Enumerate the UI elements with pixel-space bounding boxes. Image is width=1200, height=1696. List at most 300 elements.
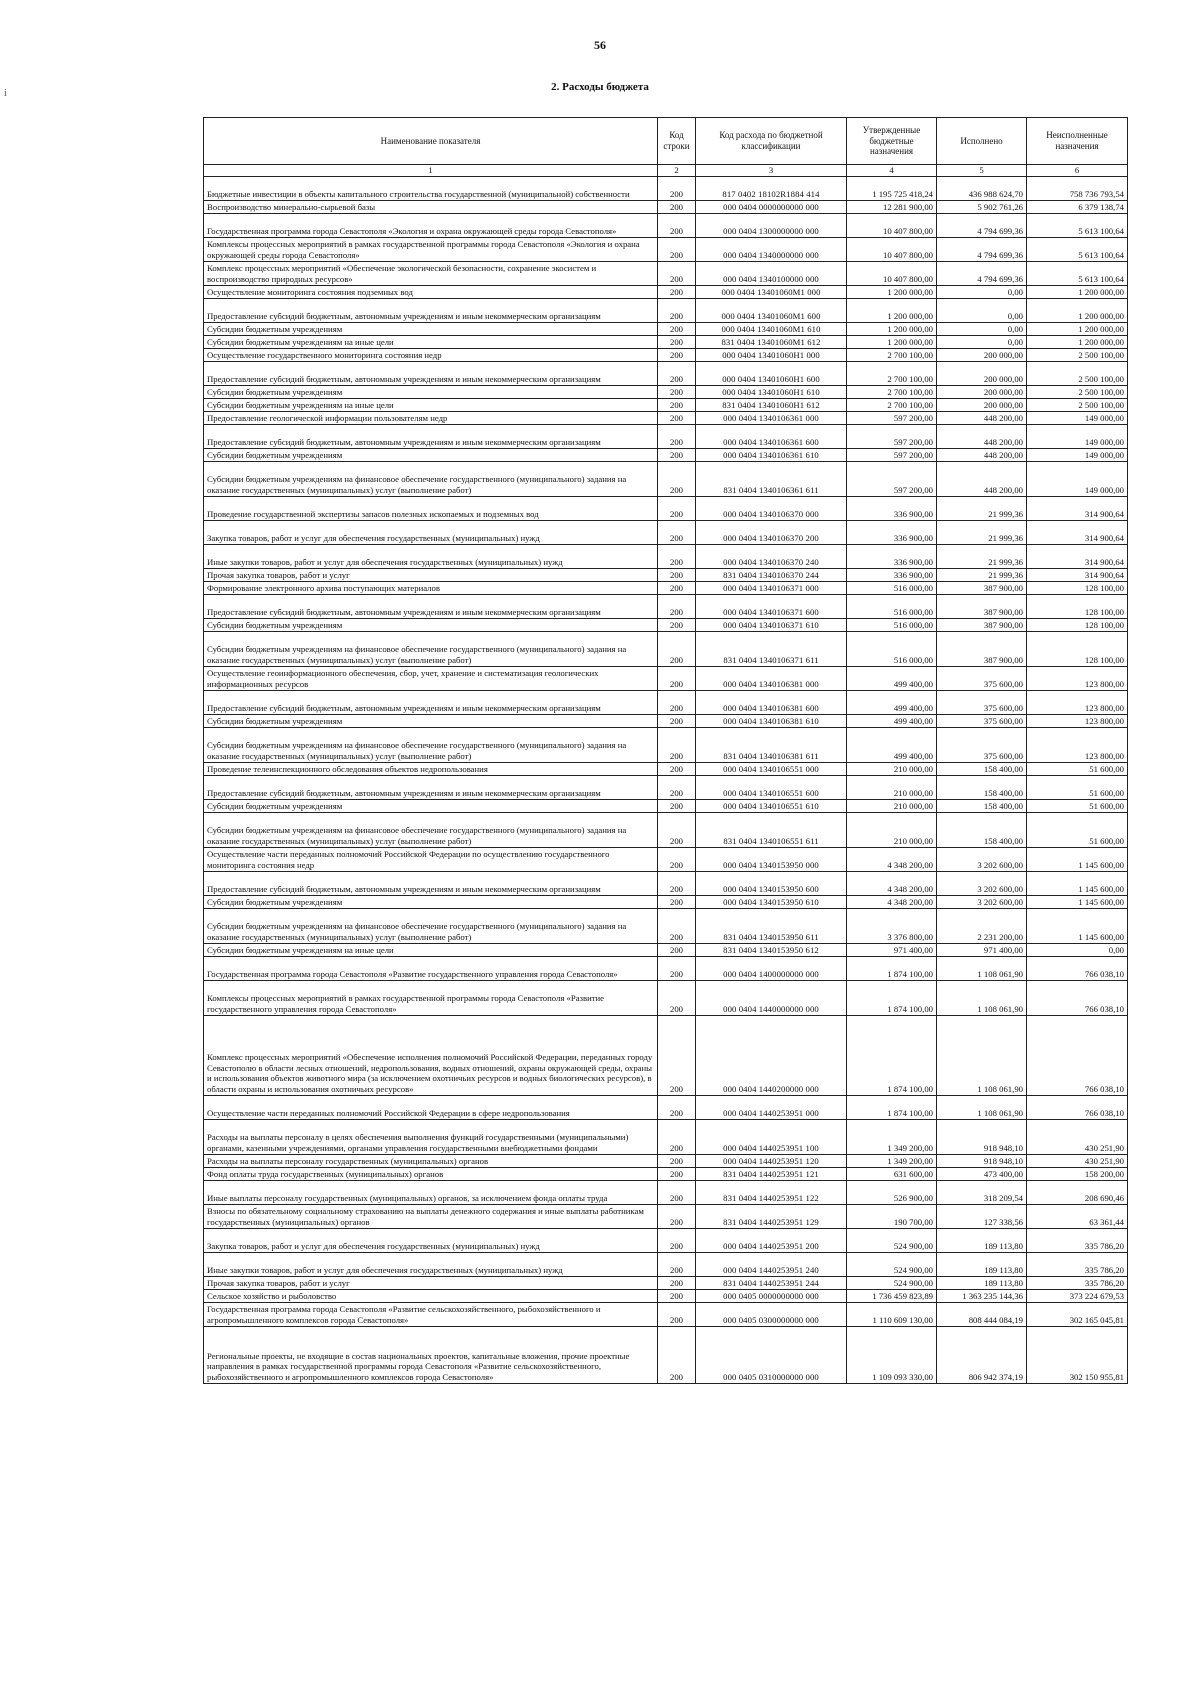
table-row: [204, 727, 1128, 762]
row-name: Субсидии бюджетным учреждениям: [204, 714, 658, 727]
row-name: Прочая закупка товаров, работ и услуг: [204, 568, 658, 581]
row-approved: 1 874 100,00: [847, 1015, 937, 1095]
table-row: [204, 799, 1128, 812]
table-row: [204, 1289, 1128, 1302]
row-line-code: 200: [658, 1302, 696, 1326]
row-remaining: 1 200 000,00: [1027, 322, 1128, 335]
row-executed: 4 794 699,36: [937, 213, 1027, 237]
row-remaining: 335 786,20: [1027, 1252, 1128, 1276]
row-approved: 1 349 200,00: [847, 1119, 937, 1154]
row-executed: 387 900,00: [937, 631, 1027, 666]
row-executed: 21 999,36: [937, 568, 1027, 581]
row-line-code: 200: [658, 690, 696, 714]
row-budget-code: 000 0404 0000000000 000: [696, 200, 847, 213]
table-row: [204, 1167, 1128, 1180]
row-executed: 0,00: [937, 298, 1027, 322]
row-approved: 1 200 000,00: [847, 322, 937, 335]
row-remaining: 314 900,64: [1027, 568, 1128, 581]
row-name: Предоставление субсидий бюджетным, автономным учреждениям и иным некоммерческим организациям: [204, 424, 658, 448]
row-executed: 3 202 600,00: [937, 871, 1027, 895]
row-name: Иные закупки товаров, работ и услуг для обеспечения государственных (муниципальных) нужд: [204, 544, 658, 568]
row-executed: 375 600,00: [937, 727, 1027, 762]
row-budget-code: 000 0404 13401060М1 000: [696, 285, 847, 298]
row-approved: 631 600,00: [847, 1167, 937, 1180]
row-remaining: 6 379 138,74: [1027, 200, 1128, 213]
row-name: Расходы на выплаты персоналу в целях обеспечения выполнения функций государственными (муниципальными) органами, казенными учреждениями, органами управления государственными внебюджетными фондами: [204, 1119, 658, 1154]
table-row: [204, 1180, 1128, 1204]
row-remaining: 766 038,10: [1027, 956, 1128, 980]
row-name: Осуществление мониторинга состояния подземных вод: [204, 285, 658, 298]
row-approved: 336 900,00: [847, 520, 937, 544]
row-budget-code: 831 0404 13401060М1 612: [696, 335, 847, 348]
row-executed: 200 000,00: [937, 398, 1027, 411]
row-executed: 189 113,80: [937, 1228, 1027, 1252]
table-row: [204, 544, 1128, 568]
table-row: [204, 1228, 1128, 1252]
row-name: Субсидии бюджетным учреждениям на иные цели: [204, 335, 658, 348]
table-row: [204, 398, 1128, 411]
row-approved: 597 200,00: [847, 424, 937, 448]
row-approved: 190 700,00: [847, 1204, 937, 1228]
table-row: [204, 714, 1128, 727]
row-approved: 516 000,00: [847, 618, 937, 631]
row-approved: 526 900,00: [847, 1180, 937, 1204]
row-executed: 448 200,00: [937, 411, 1027, 424]
row-line-code: 200: [658, 424, 696, 448]
row-line-code: 200: [658, 398, 696, 411]
row-approved: 4 348 200,00: [847, 895, 937, 908]
header-approved: Утвержденные бюджетные назначения: [847, 118, 937, 165]
row-line-code: 200: [658, 361, 696, 385]
row-budget-code: 000 0404 1340153950 600: [696, 871, 847, 895]
table-row: [204, 618, 1128, 631]
row-name: Осуществление государственного мониторинга состояния недр: [204, 348, 658, 361]
budget-expenses-table: [203, 117, 1128, 1384]
row-executed: 1 108 061,90: [937, 1095, 1027, 1119]
row-approved: 2 700 100,00: [847, 348, 937, 361]
row-budget-code: 000 0404 1440000000 000: [696, 980, 847, 1015]
row-remaining: 5 613 100,64: [1027, 237, 1128, 261]
row-executed: 4 794 699,36: [937, 237, 1027, 261]
row-budget-code: 831 0404 1340153950 612: [696, 943, 847, 956]
row-approved: 524 900,00: [847, 1276, 937, 1289]
row-line-code: 200: [658, 544, 696, 568]
row-name: Предоставление субсидий бюджетным, автономным учреждениям и иным некоммерческим организациям: [204, 298, 658, 322]
table-row: [204, 666, 1128, 690]
row-budget-code: 000 0404 13401060Н1 600: [696, 361, 847, 385]
row-executed: 1 108 061,90: [937, 980, 1027, 1015]
row-approved: 210 000,00: [847, 799, 937, 812]
row-name: Закупка товаров, работ и услуг для обеспечения государственных (муниципальных) нужд: [204, 520, 658, 544]
row-approved: 10 407 800,00: [847, 261, 937, 285]
row-line-code: 200: [658, 1289, 696, 1302]
row-executed: 971 400,00: [937, 943, 1027, 956]
row-name: Государственная программа города Севастополя «Развитие сельскохозяйственного, рыбохозяйственного и агропромышленного комплексов города Севастополя»: [204, 1302, 658, 1326]
row-name: Предоставление субсидий бюджетным, автономным учреждениям и иным некоммерческим организациям: [204, 361, 658, 385]
row-approved: 336 900,00: [847, 568, 937, 581]
row-line-code: 200: [658, 322, 696, 335]
row-budget-code: 000 0404 1340106361 610: [696, 448, 847, 461]
row-remaining: 1 145 600,00: [1027, 895, 1128, 908]
table-row: [204, 1015, 1128, 1095]
row-name: Субсидии бюджетным учреждениям: [204, 322, 658, 335]
row-name: Закупка товаров, работ и услуг для обеспечения государственных (муниципальных) нужд: [204, 1228, 658, 1252]
row-remaining: 335 786,20: [1027, 1228, 1128, 1252]
row-remaining: 51 600,00: [1027, 799, 1128, 812]
row-approved: 1 874 100,00: [847, 980, 937, 1015]
table-row: [204, 690, 1128, 714]
row-executed: 2 231 200,00: [937, 908, 1027, 943]
table-row: [204, 424, 1128, 448]
page-number: 56: [594, 38, 606, 52]
row-approved: 1 349 200,00: [847, 1154, 937, 1167]
header-name: Наименование показателя: [204, 118, 658, 165]
row-remaining: 128 100,00: [1027, 581, 1128, 594]
row-name: Субсидии бюджетным учреждениям: [204, 895, 658, 908]
row-line-code: 200: [658, 385, 696, 398]
row-name: Региональные проекты, не входящие в состав национальных проектов, капитальные вложения, прочие проектные направления в рамках государственной программы города Севастополя «Развитие сельскохозяйственного, рыбохозяйственного и агропромышленного комплексов города Севастополя»: [204, 1326, 658, 1383]
row-remaining: 758 736 793,54: [1027, 176, 1128, 200]
row-approved: 971 400,00: [847, 943, 937, 956]
row-budget-code: 000 0404 1440253951 240: [696, 1252, 847, 1276]
row-remaining: 128 100,00: [1027, 618, 1128, 631]
row-line-code: 200: [658, 727, 696, 762]
table-row: [204, 1326, 1128, 1383]
row-approved: 1 736 459 823,89: [847, 1289, 937, 1302]
row-executed: 5 902 761,26: [937, 200, 1027, 213]
row-executed: 448 200,00: [937, 448, 1027, 461]
table-row: [204, 775, 1128, 799]
row-line-code: 200: [658, 448, 696, 461]
section-title: 2. Расходы бюджета: [551, 81, 649, 93]
row-executed: 158 400,00: [937, 812, 1027, 847]
row-budget-code: 831 0404 1340106551 611: [696, 812, 847, 847]
column-number: 3: [696, 165, 847, 177]
row-line-code: 200: [658, 461, 696, 496]
row-executed: 127 338,56: [937, 1204, 1027, 1228]
table-row: [204, 361, 1128, 385]
row-budget-code: 000 0404 1340106551 600: [696, 775, 847, 799]
row-budget-code: 831 0404 1440253951 121: [696, 1167, 847, 1180]
row-name: Фонд оплаты труда государственных (муниципальных) органов: [204, 1167, 658, 1180]
row-budget-code: 000 0404 1340106381 600: [696, 690, 847, 714]
row-line-code: 200: [658, 1095, 696, 1119]
column-number: 2: [658, 165, 696, 177]
row-line-code: 200: [658, 799, 696, 812]
row-remaining: 5 613 100,64: [1027, 213, 1128, 237]
row-remaining: 2 500 100,00: [1027, 398, 1128, 411]
row-budget-code: 000 0404 1340106361 000: [696, 411, 847, 424]
row-remaining: 158 200,00: [1027, 1167, 1128, 1180]
row-executed: 21 999,36: [937, 520, 1027, 544]
row-executed: 21 999,36: [937, 544, 1027, 568]
row-remaining: 149 000,00: [1027, 411, 1128, 424]
row-budget-code: 000 0404 13401060Н1 610: [696, 385, 847, 398]
row-budget-code: 000 0404 1440253951 200: [696, 1228, 847, 1252]
row-budget-code: 831 0404 1440253951 122: [696, 1180, 847, 1204]
row-name: Иные выплаты персоналу государственных (муниципальных) органов, за исключением фонда оплаты труда: [204, 1180, 658, 1204]
row-name: Расходы на выплаты персоналу государственных (муниципальных) органов: [204, 1154, 658, 1167]
row-approved: 597 200,00: [847, 411, 937, 424]
row-approved: 210 000,00: [847, 775, 937, 799]
row-budget-code: 000 0404 1340106371 000: [696, 581, 847, 594]
row-remaining: 123 800,00: [1027, 666, 1128, 690]
row-executed: 387 900,00: [937, 581, 1027, 594]
row-budget-code: 831 0404 1340106370 244: [696, 568, 847, 581]
row-name: Комплексы процессных мероприятий в рамках государственной программы города Севастополя «Развитие государственного управления города Севастополя»: [204, 980, 658, 1015]
row-name: Комплексы процессных мероприятий в рамках государственной программы города Севастополя «Экология и охрана окружающей среды города Севастополя»: [204, 237, 658, 261]
row-line-code: 200: [658, 1228, 696, 1252]
row-remaining: 123 800,00: [1027, 714, 1128, 727]
row-approved: 10 407 800,00: [847, 237, 937, 261]
row-executed: 0,00: [937, 322, 1027, 335]
table-row: [204, 261, 1128, 285]
row-remaining: 128 100,00: [1027, 594, 1128, 618]
row-executed: 189 113,80: [937, 1252, 1027, 1276]
row-line-code: 200: [658, 237, 696, 261]
row-budget-code: 000 0404 1340106381 610: [696, 714, 847, 727]
row-line-code: 200: [658, 176, 696, 200]
row-approved: 336 900,00: [847, 544, 937, 568]
row-remaining: 314 900,64: [1027, 496, 1128, 520]
row-name: Субсидии бюджетным учреждениям: [204, 618, 658, 631]
column-number: 6: [1027, 165, 1128, 177]
row-name: Субсидии бюджетным учреждениям на финансовое обеспечение государственного (муниципального) задания на оказание государственных (муниципальных) услуг (выполнение работ): [204, 908, 658, 943]
row-executed: 436 988 624,70: [937, 176, 1027, 200]
row-approved: 1 874 100,00: [847, 956, 937, 980]
row-name: Прочая закупка товаров, работ и услуг: [204, 1276, 658, 1289]
row-name: Субсидии бюджетным учреждениям на финансовое обеспечение государственного (муниципального) задания на оказание государственных (муниципальных) услуг (выполнение работ): [204, 812, 658, 847]
row-budget-code: 000 0404 1340106551 000: [696, 762, 847, 775]
row-name: Проведение телеинспекционного обследования объектов недропользования: [204, 762, 658, 775]
row-executed: 158 400,00: [937, 775, 1027, 799]
row-approved: 210 000,00: [847, 812, 937, 847]
table-row: [204, 461, 1128, 496]
row-name: Субсидии бюджетным учреждениям на иные цели: [204, 398, 658, 411]
row-name: Взносы по обязательному социальному страхованию на выплаты денежного содержания и иные выплаты работникам государственных (муниципальных) органов: [204, 1204, 658, 1228]
row-remaining: 314 900,64: [1027, 544, 1128, 568]
row-remaining: 128 100,00: [1027, 631, 1128, 666]
row-budget-code: 000 0405 0300000000 000: [696, 1302, 847, 1326]
row-name: Комплекс процессных мероприятий «Обеспечение исполнения полномочий Российской Федерации, переданных городу Севастополю в области лесных отношений, недропользования, водных отношений, охраны окружающей среды, охраны и использования объектов животного мира (за исключением охотничьих ресурсов и водных биологических ресурсов), в области охраны и использования охотничьих ресурсов»: [204, 1015, 658, 1095]
row-line-code: 200: [658, 261, 696, 285]
row-line-code: 200: [658, 200, 696, 213]
row-executed: 473 400,00: [937, 1167, 1027, 1180]
table-row: [204, 335, 1128, 348]
row-remaining: 1 145 600,00: [1027, 871, 1128, 895]
row-remaining: 1 200 000,00: [1027, 285, 1128, 298]
table-row: [204, 908, 1128, 943]
row-remaining: 302 165 045,81: [1027, 1302, 1128, 1326]
table-row: [204, 1119, 1128, 1154]
row-line-code: 200: [658, 775, 696, 799]
row-name: Предоставление геологической информации пользователям недр: [204, 411, 658, 424]
row-remaining: 149 000,00: [1027, 448, 1128, 461]
table-row: [204, 594, 1128, 618]
row-name: Осуществление геоинформационного обеспечения, сбор, учет, хранение и систематизация геологических информационных ресурсов: [204, 666, 658, 690]
row-remaining: 314 900,64: [1027, 520, 1128, 544]
row-line-code: 200: [658, 1167, 696, 1180]
row-budget-code: 000 0404 1440253951 000: [696, 1095, 847, 1119]
row-budget-code: 000 0404 1340153950 610: [696, 895, 847, 908]
row-approved: 210 000,00: [847, 762, 937, 775]
row-remaining: 149 000,00: [1027, 424, 1128, 448]
row-executed: 375 600,00: [937, 666, 1027, 690]
row-remaining: 5 613 100,64: [1027, 261, 1128, 285]
row-line-code: 200: [658, 618, 696, 631]
row-line-code: 200: [658, 581, 696, 594]
row-line-code: 200: [658, 631, 696, 666]
row-name: Субсидии бюджетным учреждениям на финансовое обеспечение государственного (муниципального) задания на оказание государственных (муниципальных) услуг (выполнение работ): [204, 727, 658, 762]
row-executed: 0,00: [937, 285, 1027, 298]
row-line-code: 200: [658, 895, 696, 908]
row-name: Субсидии бюджетным учреждениям: [204, 385, 658, 398]
row-budget-code: 000 0404 13401060М1 600: [696, 298, 847, 322]
table-row: [204, 200, 1128, 213]
table-row: [204, 237, 1128, 261]
row-executed: 387 900,00: [937, 594, 1027, 618]
row-remaining: 1 200 000,00: [1027, 298, 1128, 322]
row-approved: 3 376 800,00: [847, 908, 937, 943]
row-line-code: 200: [658, 285, 696, 298]
row-budget-code: 000 0404 1440253951 100: [696, 1119, 847, 1154]
table-row: [204, 1154, 1128, 1167]
row-name: Осуществление части переданных полномочий Российской Федерации по осуществлению государственного мониторинга состояния недр: [204, 847, 658, 871]
table-row: [204, 448, 1128, 461]
row-remaining: 430 251,90: [1027, 1154, 1128, 1167]
row-budget-code: 000 0404 1340106381 000: [696, 666, 847, 690]
row-approved: 4 348 200,00: [847, 871, 937, 895]
row-budget-code: 000 0404 1340106370 240: [696, 544, 847, 568]
row-budget-code: 000 0404 1340106371 600: [696, 594, 847, 618]
row-remaining: 373 224 679,53: [1027, 1289, 1128, 1302]
row-approved: 336 900,00: [847, 496, 937, 520]
row-executed: 158 400,00: [937, 799, 1027, 812]
row-remaining: 208 690,46: [1027, 1180, 1128, 1204]
row-remaining: 766 038,10: [1027, 980, 1128, 1015]
row-name: Предоставление субсидий бюджетным, автономным учреждениям и иным некоммерческим организациям: [204, 775, 658, 799]
row-approved: 597 200,00: [847, 448, 937, 461]
row-approved: 524 900,00: [847, 1228, 937, 1252]
row-line-code: 200: [658, 980, 696, 1015]
table-row: [204, 980, 1128, 1015]
row-name: Субсидии бюджетным учреждениям: [204, 448, 658, 461]
table-row: [204, 385, 1128, 398]
table-row: [204, 1302, 1128, 1326]
row-remaining: 2 500 100,00: [1027, 385, 1128, 398]
row-approved: 516 000,00: [847, 581, 937, 594]
row-budget-code: 000 0404 1340106361 600: [696, 424, 847, 448]
row-executed: 918 948,10: [937, 1119, 1027, 1154]
row-remaining: 1 200 000,00: [1027, 335, 1128, 348]
row-executed: 448 200,00: [937, 424, 1027, 448]
row-budget-code: 831 0404 13401060Н1 612: [696, 398, 847, 411]
row-budget-code: 831 0404 1340106381 611: [696, 727, 847, 762]
row-line-code: 200: [658, 411, 696, 424]
row-remaining: 430 251,90: [1027, 1119, 1128, 1154]
row-line-code: 200: [658, 1326, 696, 1383]
row-approved: 1 200 000,00: [847, 298, 937, 322]
table-row: [204, 1276, 1128, 1289]
row-approved: 1 109 093 330,00: [847, 1326, 937, 1383]
row-name: Предоставление субсидий бюджетным, автономным учреждениям и иным некоммерческим организациям: [204, 594, 658, 618]
row-remaining: 51 600,00: [1027, 812, 1128, 847]
header-budget-code: Код расхода по бюджетной классификации: [696, 118, 847, 165]
row-remaining: 766 038,10: [1027, 1015, 1128, 1095]
row-line-code: 200: [658, 666, 696, 690]
row-line-code: 200: [658, 594, 696, 618]
row-budget-code: 831 0404 1440253951 244: [696, 1276, 847, 1289]
row-remaining: 63 361,44: [1027, 1204, 1128, 1228]
row-budget-code: 817 0402 18102R1884 414: [696, 176, 847, 200]
row-line-code: 200: [658, 762, 696, 775]
row-name: Проведение государственной экспертизы запасов полезных ископаемых и подземных вод: [204, 496, 658, 520]
row-line-code: 200: [658, 908, 696, 943]
row-line-code: 200: [658, 871, 696, 895]
row-remaining: 1 145 600,00: [1027, 847, 1128, 871]
row-name: Воспроизводство минерально-сырьевой базы: [204, 200, 658, 213]
row-budget-code: 000 0404 1340100000 000: [696, 261, 847, 285]
row-remaining: 123 800,00: [1027, 727, 1128, 762]
row-executed: 4 794 699,36: [937, 261, 1027, 285]
table-row: [204, 895, 1128, 908]
table-row: [204, 812, 1128, 847]
row-name: Субсидии бюджетным учреждениям на иные цели: [204, 943, 658, 956]
row-executed: 375 600,00: [937, 690, 1027, 714]
row-approved: 1 200 000,00: [847, 335, 937, 348]
table-row: [204, 285, 1128, 298]
table-row: [204, 298, 1128, 322]
table-row: [204, 762, 1128, 775]
row-approved: 524 900,00: [847, 1252, 937, 1276]
row-remaining: 2 500 100,00: [1027, 361, 1128, 385]
row-approved: 2 700 100,00: [847, 398, 937, 411]
row-approved: 1 200 000,00: [847, 285, 937, 298]
row-budget-code: 831 0404 1440253951 129: [696, 1204, 847, 1228]
row-executed: 387 900,00: [937, 618, 1027, 631]
row-approved: 12 281 900,00: [847, 200, 937, 213]
row-executed: 1 108 061,90: [937, 956, 1027, 980]
column-number: 1: [204, 165, 658, 177]
table-row: [204, 176, 1128, 200]
column-number: 5: [937, 165, 1027, 177]
row-budget-code: 000 0405 0000000000 000: [696, 1289, 847, 1302]
row-remaining: 335 786,20: [1027, 1276, 1128, 1289]
table-row: [204, 568, 1128, 581]
header-row: [204, 118, 1128, 165]
header-executed: Исполнено: [937, 118, 1027, 165]
row-approved: 4 348 200,00: [847, 847, 937, 871]
row-budget-code: 000 0404 1440253951 120: [696, 1154, 847, 1167]
row-approved: 1 195 725 418,24: [847, 176, 937, 200]
row-budget-code: 000 0404 1340106370 200: [696, 520, 847, 544]
column-number-row: [204, 165, 1128, 177]
row-approved: 10 407 800,00: [847, 213, 937, 237]
row-budget-code: 000 0404 1340000000 000: [696, 237, 847, 261]
row-line-code: 200: [658, 1276, 696, 1289]
row-remaining: 2 500 100,00: [1027, 348, 1128, 361]
row-line-code: 200: [658, 335, 696, 348]
row-executed: 0,00: [937, 335, 1027, 348]
row-budget-code: 831 0404 1340153950 611: [696, 908, 847, 943]
row-executed: 448 200,00: [937, 461, 1027, 496]
row-approved: 597 200,00: [847, 461, 937, 496]
row-executed: 21 999,36: [937, 496, 1027, 520]
row-executed: 1 108 061,90: [937, 1015, 1027, 1095]
row-name: Иные закупки товаров, работ и услуг для обеспечения государственных (муниципальных) нужд: [204, 1252, 658, 1276]
row-line-code: 200: [658, 1252, 696, 1276]
row-executed: 200 000,00: [937, 348, 1027, 361]
